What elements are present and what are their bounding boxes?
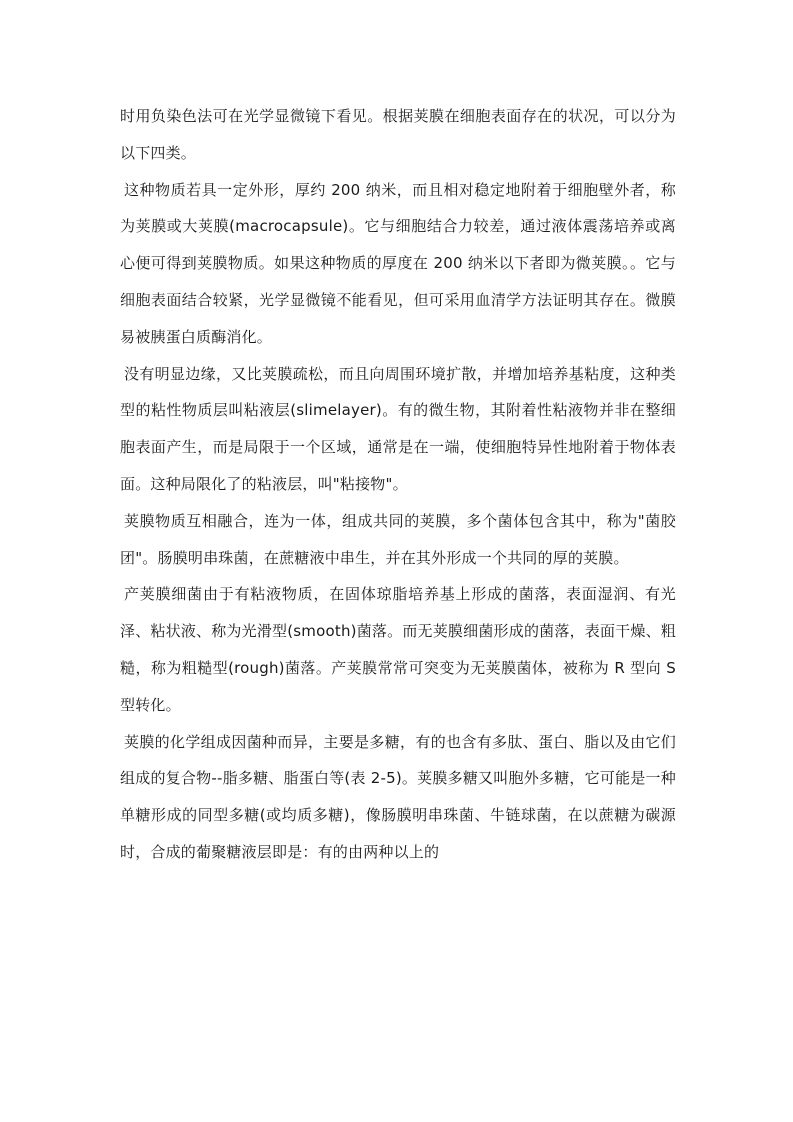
paragraph-6: 荚膜的化学组成因菌种而异，主要是多糖，有的也含有多肽、蛋白、脂以及由它们组成的复合物--脂多糖、脂蛋白等(表 2-5)。荚膜多糖又叫胞外多糖，它可能是一种单糖形成的同型多糖(或均质多糖)，像肠膜明串珠菌、牛链球菌，在以蔗糖为碳源时，合成的葡聚糖液层即是：有的由两种以上的 xyxy=(120,732,676,861)
document-body xyxy=(120,98,676,871)
paragraph-4: 荚膜物质互相融合，连为一体，组成共同的荚膜，多个菌体包含其中，称为"菌胶团"。肠膜明串珠菌，在蔗糖液中串生，并在其外形成一个共同的厚的荚膜。 xyxy=(120,511,676,567)
paragraph-1: 时用负染色法可在光学显微镜下看见。根据荚膜在细胞表面存在的状况，可以分为以下四类。 xyxy=(120,107,676,162)
paragraph-3: 没有明显边缘，又比荚膜疏松，而且向周围环境扩散，并增加培养基粘度，这种类型的粘性物质层叫粘液层(slimelayer)。有的微生物，其附着性粘液物并非在整细胞表面产生，而是局限于一个区域，通常是在一端，使细胞特异性地附着于物体表面。这种局限化了的粘液层，叫"粘接物"。 xyxy=(120,364,676,493)
paragraph-5: 产荚膜细菌由于有粘液物质，在固体琼脂培养基上形成的菌落，表面湿润、有光泽、粘状液、称为光滑型(smooth)菌落。而无荚膜细菌形成的菌落，表面干燥、粗糙，称为粗糙型(rough)菌落。产荚膜常常可突变为无荚膜菌体，被称为 R 型向 S 型转化。 xyxy=(120,585,676,714)
paragraph-2: 这种物质若具一定外形，厚约 200 纳米，而且相对稳定地附着于细胞壁外者，称为荚膜或大荚膜(macrocapsule)。它与细胞结合力较差，通过液体震荡培养或离心便可得到荚膜物质。如果这种物质的厚度在 200 纳米以下者即为微荚膜。。它与细胞表面结合较紧，光学显微镜不能看见，但可采用血清学方法证明其存在。微膜易被胰蛋白质酶消化。 xyxy=(120,180,676,346)
